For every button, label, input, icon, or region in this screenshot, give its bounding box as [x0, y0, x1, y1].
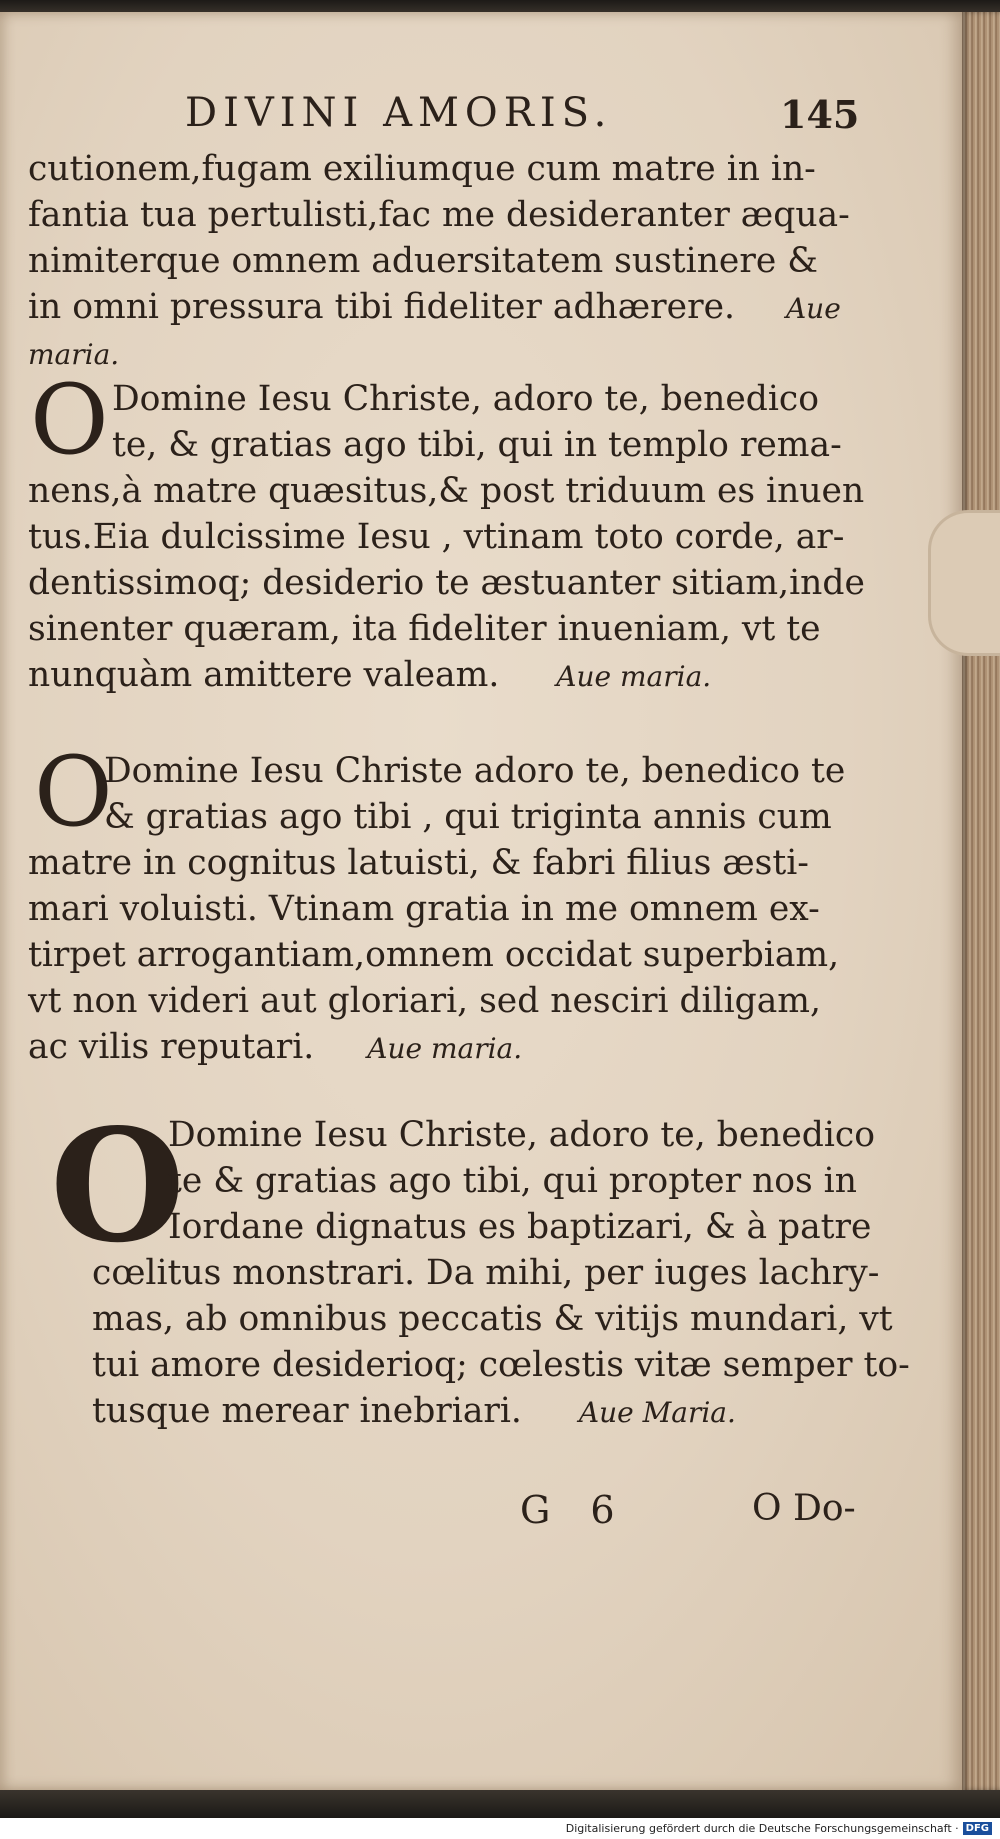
digitization-credit — [0, 1818, 1000, 1839]
text-line-body: nunquàm amittere valeam. — [28, 655, 500, 695]
text-line — [28, 284, 868, 332]
initial-letter: O — [30, 364, 109, 476]
text-line: nimiterque omnem aduersitatem sustinere & — [28, 241, 818, 281]
catchword: O Do- — [752, 1488, 856, 1529]
prayer-ending: Aue maria. — [367, 1032, 523, 1065]
prayer-block-2 — [28, 376, 868, 700]
prayer-ending: Aue — [785, 292, 841, 325]
text-line: mas, ab omnibus peccatis & vitijs mundari, vt — [92, 1299, 893, 1339]
text-line: tui amore desiderioq; cœlestis vitæ semper to- — [92, 1345, 910, 1385]
text-line: nens,à matre quæsitus,& post triduum es inuen — [28, 471, 865, 511]
text-line: Domine Iesu Christe adoro te, benedico te — [104, 751, 846, 791]
prayer-ending-continued: maria. — [28, 338, 120, 371]
text-line-body: in omni pressura tibi fideliter adhærere. — [28, 287, 735, 327]
text-line: tus.Eia dulcissime Iesu , vtinam toto corde, ar- — [28, 517, 845, 557]
prayer-block-3 — [28, 748, 868, 1072]
text-line: vt non videri aut gloriari, sed nesciri diligam, — [28, 981, 821, 1021]
text-line: Domine Iesu Christe, adoro te, benedico — [168, 1115, 875, 1155]
text-line-body: ac vilis reputari. — [28, 1027, 315, 1067]
prayer-block-4 — [28, 1112, 910, 1436]
credit-text: Digitalisierung gefördert durch die Deutsche Forschungsgemeinschaft · — [565, 1822, 959, 1835]
text-line — [28, 1024, 868, 1072]
text-line: tirpet arrogantiam,omnem occidat superbiam, — [28, 935, 840, 975]
text-line: Domine Iesu Christe, adoro te, benedico — [112, 379, 819, 419]
prayer-ending: Aue Maria. — [578, 1396, 736, 1429]
scan-bottom-edge — [0, 1790, 1000, 1818]
page-tab-marker — [928, 510, 1000, 656]
decorated-initial-letter: O — [50, 1094, 186, 1277]
text-line: & gratias ago tibi , qui triginta annis cum — [104, 797, 832, 837]
page-edges — [962, 12, 1000, 1790]
running-head — [0, 90, 962, 140]
text-line — [28, 1388, 868, 1436]
prayer-block-1 — [28, 146, 868, 378]
text-line: te, & gratias ago tibi, qui in templo rema- — [112, 425, 842, 465]
text-line: mari voluisti. Vtinam gratia in me omnem ex- — [28, 889, 820, 929]
text-line-body: tusque merear inebriari. — [92, 1391, 522, 1431]
text-line: cutionem,fugam exiliumque cum matre in in- — [28, 149, 816, 189]
page-number: 145 — [780, 92, 860, 137]
catchline — [0, 1488, 962, 1538]
text-line: matre in cognitus latuisti, & fabri filius æsti- — [28, 843, 809, 883]
text-line — [28, 652, 868, 700]
text-line: cœlitus monstrari. Da mihi, per iuges lachry- — [92, 1253, 880, 1293]
text-line: fantia tua pertulisti,fac me desideranter æqua- — [28, 195, 850, 235]
text-line: dentissimoq; desiderio te æstuanter sitiam,inde — [28, 563, 865, 603]
text-line: te & gratias ago tibi, qui propter nos in — [168, 1161, 857, 1201]
initial-letter: O — [34, 736, 113, 848]
dfg-logo: DFG — [963, 1822, 992, 1835]
text-line: Iordane dignatus es baptizari, & à patre — [168, 1207, 872, 1247]
signature-mark: G 6 — [520, 1488, 629, 1532]
running-head-title: DIVINI AMORIS. — [185, 90, 613, 136]
prayer-ending: Aue maria. — [556, 660, 712, 693]
text-line: sinenter quæram, ita fideliter inueniam, vt te — [28, 609, 821, 649]
